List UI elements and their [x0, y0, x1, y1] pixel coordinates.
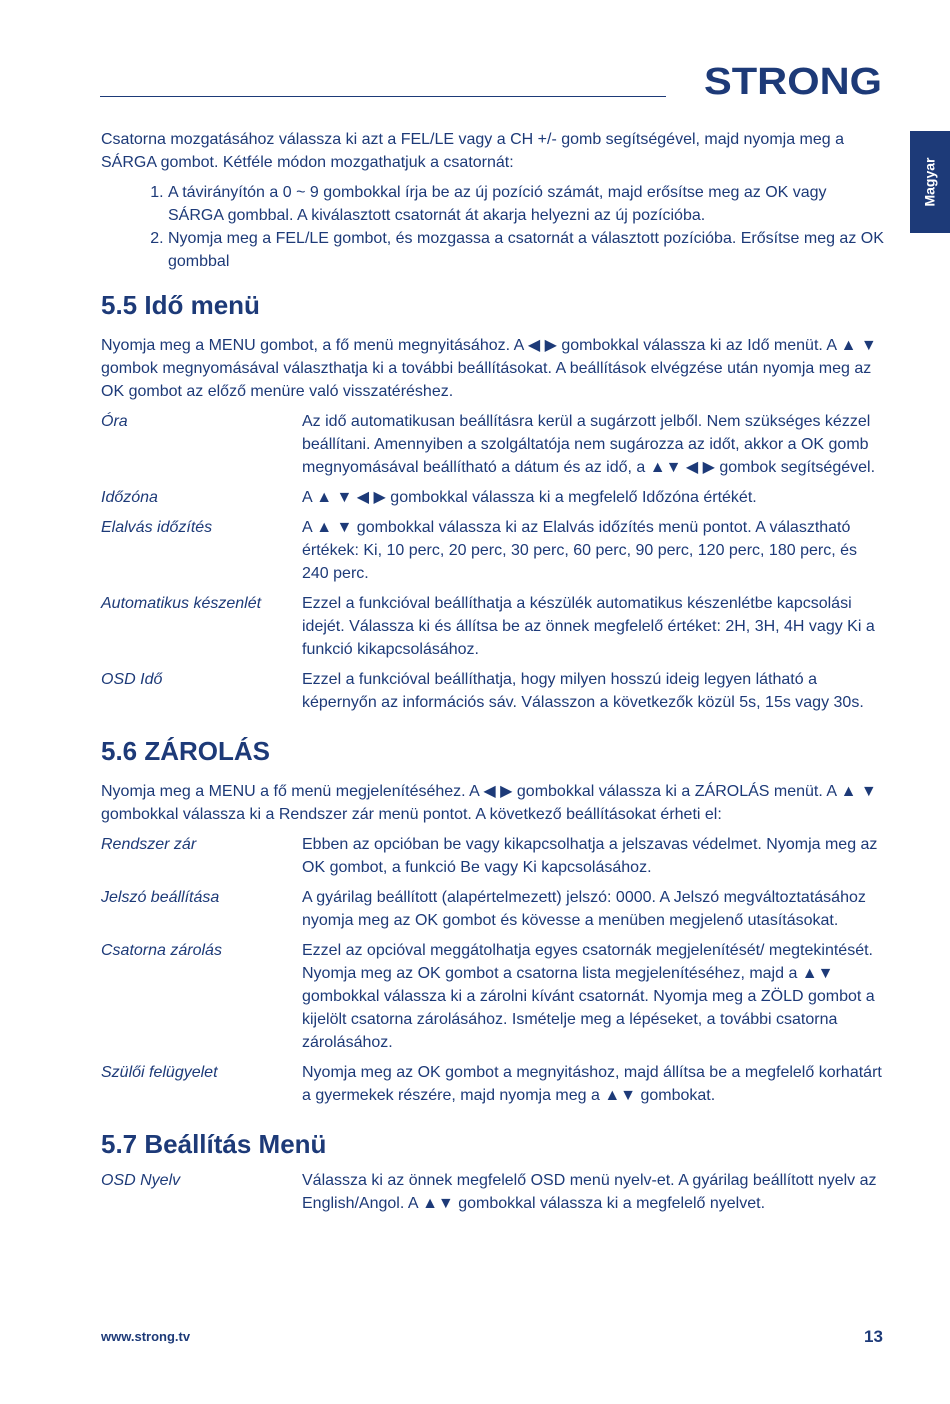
definition-term: Jelszó beállítása — [101, 889, 220, 906]
definition-desc: Válassza ki az önnek megfelelő OSD menü nyelv-et. A gyárilag beállított nyelv az English/Angol. A ▲▼ gombokkal válassza ki a megfelelő nyelvet. — [302, 1172, 877, 1212]
definition-row-szuloi — [101, 1061, 886, 1107]
definition-row-csatorna-zarolas — [101, 939, 886, 1054]
move-step-1: 1. A távirányítón a 0 ~ 9 gombokkal írja be az új pozíció számát, majd erősítse meg az OK vagy SÁRGA gombbal. A kiválasztott csatornát át akarja helyezni az új pozícióba. — [168, 181, 886, 227]
definition-desc: Ebben az opcióban be vagy kikapcsolhatja a jelszavas védelmet. Nyomja meg az OK gombot, a funkció Be vagy Ki kapcsolásához. — [302, 836, 878, 876]
section-5-5-title: 5.5 Idő menü — [101, 290, 260, 320]
section-5-6-title: 5.6 ZÁROLÁS — [101, 736, 271, 766]
page-number: 13 — [864, 1327, 883, 1346]
section-5-5-intro: Nyomja meg a MENU gombot, a fő menü megnyitásához. A ◀ ▶ gombokkal válassza ki az Idő menüt. A ▲ ▼ gombok megnyomásával választhatja ki a további beállításokat. A beállítások elvégzése után nyomja meg az OK gombot az előző menüre való visszatéréshez. — [101, 337, 877, 400]
logo-text: STRONG — [704, 61, 882, 100]
definition-term: Rendszer zár — [101, 836, 197, 853]
definition-row-rendszer-zar — [101, 833, 886, 879]
definition-row-osd-nyelv — [101, 1169, 886, 1215]
definition-desc: A ▲ ▼ ◀ ▶ gombokkal válassza ki a megfelelő Időzóna értékét. — [302, 489, 757, 506]
definition-term: Csatorna zárolás — [101, 942, 222, 959]
language-tab — [910, 131, 950, 233]
definition-row-osd-ido — [101, 668, 886, 714]
definition-row-ora — [101, 410, 886, 479]
language-tab-label: Magyar — [922, 157, 938, 207]
page-content — [101, 128, 886, 1215]
header-rule — [100, 96, 666, 97]
definition-row-automatikus — [101, 592, 886, 661]
footer-url[interactable]: www.strong.tv — [101, 1329, 191, 1344]
definition-desc: Ezzel az opcióval meggátolhatja egyes csatornák megjelenítését/ megtekintését. Nyomja meg az OK gombot a csatorna lista megjelenítéséhez, majd a ▲▼ gombokkal válassza ki a zárolni kívánt csatornát. Nyomja meg a ZÖLD gombot a kijelölt csatorna zárolásához. Ismételje meg a lépéseket, a további csatorna zárolásához. — [302, 942, 875, 1051]
definition-term: Elalvás időzítés — [101, 519, 213, 536]
definition-desc: A ▲ ▼ gombokkal válassza ki az Elalvás időzítés menü pontot. A választható értékek: Ki, 10 perc, 20 perc, 30 perc, 60 perc, 90 perc, 120 perc, 180 perc, és 240 perc. — [302, 519, 857, 582]
move-step-2: 2. Nyomja meg a FEL/LE gombot, és mozgassa a csatornát a választott pozícióba. Erősítse meg az OK gombbal — [168, 227, 886, 273]
definition-term: OSD Idő — [101, 671, 163, 688]
definition-desc: Nyomja meg az OK gombot a megnyitáshoz, majd állítsa be a megfelelő korhatárt a gyermekek részére, majd nyomja meg a ▲▼ gombokat. — [302, 1064, 882, 1104]
strong-logo — [704, 60, 884, 100]
section-5-7-title: 5.7 Beállítás Menü — [101, 1129, 327, 1159]
definition-term: Automatikus készenlét — [101, 595, 262, 612]
definition-desc: Az idő automatikusan beállításra kerül a sugárzott jelből. Nem szükséges kézzel beállítani. Amennyiben a szolgáltatója nem sugározza az időt, akkor a OK gomb megnyomásával beállítható a dátum és az idő, a ▲▼ ◀ ▶ gombok segítségével. — [302, 413, 876, 476]
section-5-6-intro: Nyomja meg a MENU a fő menü megjelenítéséhez. A ◀ ▶ gombokkal válassza ki a ZÁROLÁS menüt. A ▲ ▼ gombokkal válassza ki a Rendszer zár menü pontot. A következő beállításokat érheti el: — [101, 783, 877, 823]
definition-desc: A gyárilag beállított (alapértelmezett) jelszó: 0000. A Jelszó megváltoztatásához nyomja meg az OK gombot és kövesse a menüben megjelenő utasításokat. — [302, 889, 866, 929]
definition-term: Időzóna — [101, 489, 158, 506]
intro-paragraph: Csatorna mozgatásához válassza ki azt a FEL/LE vagy a CH +/- gomb segítségével, majd nyomja meg a SÁRGA gombot. Kétféle módon mozgathatjuk a csatornát: — [101, 131, 845, 171]
definition-row-jelszo — [101, 886, 886, 932]
definition-desc: Ezzel a funkcióval beállíthatja a készülék automatikus készenlétbe kapcsolási idejét. Válassza ki és állítsa be az önnek megfelelő értéket: 2H, 3H, 4H vagy Ki a funkció kikapcsolásához. — [302, 595, 875, 658]
move-steps-list — [101, 181, 886, 273]
definition-desc: Ezzel a funkcióval beállíthatja, hogy milyen hosszú ideig legyen látható a képernyőn az információs sáv. Válasszon a következők közül 5s, 15s vagy 30s. — [302, 671, 864, 711]
definition-term: Óra — [101, 413, 128, 430]
definition-term: OSD Nyelv — [101, 1172, 181, 1189]
definition-term: Szülői felügyelet — [101, 1064, 218, 1081]
definition-row-idozona — [101, 486, 886, 509]
definition-row-elalvas — [101, 516, 886, 585]
